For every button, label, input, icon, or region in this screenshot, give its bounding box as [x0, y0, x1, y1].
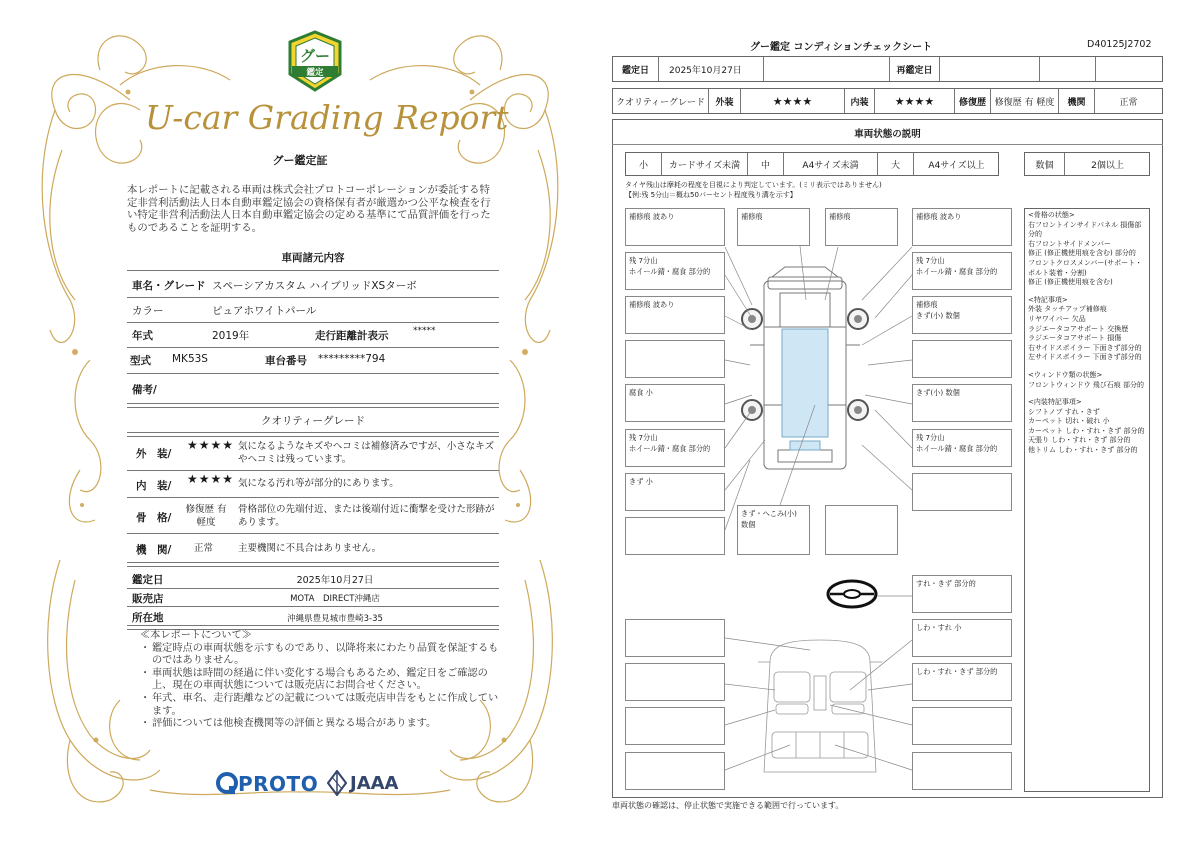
note-right-5: きず(小) 数個	[912, 384, 1012, 422]
about-item: 車両状態は時間の経過に伴い変化する場合もあるため、鑑定日をご確認の上、現在の車両状態については販売店にお問合せください。	[152, 667, 488, 692]
color-value: ピュアホワイトパール	[212, 305, 317, 317]
remarks-label: 備考/	[132, 384, 157, 396]
size-count: 数個	[1025, 153, 1065, 175]
sheet-id: D40125J2702	[1087, 39, 1152, 50]
side-note-line: ラジエータコアサポート 交換歴	[1028, 324, 1129, 333]
note-interior-3	[625, 707, 725, 745]
interior-diagram	[750, 632, 890, 782]
note-left-4	[625, 340, 725, 378]
proto-logo-text: PROTO	[238, 772, 319, 796]
note-front-right: 補修痕 波あり	[912, 208, 1012, 246]
appraisal-date-value: 2025年10月27日	[296, 575, 374, 586]
goo-kantei-logo	[284, 30, 346, 92]
side-note-line: リヤワイパー 欠品	[1028, 314, 1086, 323]
note-left-7: きず 小	[625, 473, 725, 511]
year-value: 2019年	[212, 330, 250, 342]
exterior-label: 外 装/	[136, 448, 172, 460]
interior-stars: ★★★★	[187, 472, 235, 486]
side-note-line: 修正 (修正機使用痕を含む)	[1028, 278, 1113, 287]
jaaa-logo-text: JAAA	[350, 773, 399, 794]
appraisal-date-value: 2025年10月27日	[659, 57, 764, 81]
note-rear-1: きず・へこみ(小) 数個	[737, 505, 810, 555]
side-note-line: <特記事項>	[1028, 295, 1068, 304]
side-note-line: 右フロントサイドメンバー	[1028, 239, 1111, 248]
dealer-value: MOTA DIRECT沖縄店	[290, 594, 380, 604]
mileage-value: *****	[413, 326, 436, 336]
size-small-desc: カードサイズ未満	[662, 153, 748, 175]
side-note-line: <ウィンドウ類の状態>	[1028, 370, 1103, 379]
note-tire-rr: 残 7分山 ホイール錆・腐食 部分的	[912, 429, 1012, 467]
engine-value: 正常	[1119, 97, 1138, 108]
side-note-line: シフトノブ すれ・きず	[1028, 407, 1100, 416]
appraisal-date-label: 鑑定日	[132, 574, 164, 586]
proto-logo-icon	[216, 772, 238, 796]
size-large: 大	[878, 153, 914, 175]
color-label: カラー	[132, 305, 164, 317]
svg-text:鑑定: 鑑定	[306, 68, 324, 78]
note-tire-fr: 残 7分山 ホイール錆・腐食 部分的	[912, 252, 1012, 290]
address-value: 沖縄県豊見城市豊崎3-35	[287, 614, 383, 624]
name-value: スペーシアカスタム ハイブリッドXSターボ	[212, 280, 417, 292]
note-left-8	[625, 517, 725, 555]
side-note-line: 右サイドスポイラー 下面きず部分的	[1028, 343, 1142, 352]
note-tire-fl: 残 7分山 ホイール錆・腐食 部分的	[625, 252, 725, 290]
address-label: 所在地	[132, 612, 164, 624]
tire-note-1: タイヤ残山は摩耗の程度を目視により判定しています。(ミリ表示ではありません)	[625, 181, 882, 189]
note-rear-2	[825, 505, 898, 555]
note-front-1: 補修痕	[737, 208, 810, 246]
note-interior-4	[912, 707, 1012, 745]
note-interior-6	[912, 752, 1012, 790]
side-note-line: 左サイドスポイラー 下面きず部分的	[1028, 353, 1142, 362]
chassis-label: 車台番号	[265, 355, 307, 367]
interior-desc: 気になる汚れ等が部分的にあります。	[238, 478, 399, 489]
note-interior-2	[625, 663, 725, 701]
quality-title: クオリティーグレード	[261, 415, 365, 427]
year-label: 年式	[132, 330, 153, 342]
engine-label: 機 関/	[136, 544, 172, 556]
side-note-line: フロントクロスメンバー(サポート・ボルト装着・分割)	[1028, 258, 1143, 277]
model-label: 型式	[130, 355, 151, 367]
appraisal-date-label: 鑑定日	[613, 57, 659, 81]
note-seat-2: しわ・すれ・きず 部分的	[912, 663, 1012, 701]
size-large-desc: A4サイズ以上	[928, 160, 985, 171]
side-note-line: <骨格の状態>	[1028, 211, 1075, 219]
exterior-stars: ★★★★	[187, 438, 235, 452]
tire-note-2: 【例:残 5分山＝概ね50パーセント程度残り溝を示す】	[625, 191, 797, 199]
int-label: 内装	[845, 89, 875, 113]
interior-label: 内 装/	[136, 480, 172, 492]
side-note-line: カーペット しわ・すれ・きず 部分的	[1028, 426, 1145, 435]
grade-label: クオリティーグレード	[613, 89, 709, 113]
frame-label: 骨 格/	[136, 512, 172, 524]
side-note-line: 修正 (修正機使用痕を含む) 部分的	[1028, 249, 1136, 258]
size-mid-desc: A4サイズ未満	[784, 153, 878, 175]
int-stars: ★★★★	[875, 89, 955, 113]
condition-check-sheet	[600, 0, 1200, 848]
note-tire-rl: 残 7分山 ホイール錆・腐食 部分的	[625, 429, 725, 467]
note-seat-1: しわ・すれ 小	[912, 619, 1012, 657]
note-interior-5	[625, 752, 725, 790]
note-front-left: 補修痕 波あり	[625, 208, 725, 246]
exterior-desc: 気になるようなキズやヘコミは補修済みですが、小さなキズやヘコミは残っています。	[238, 441, 495, 465]
note-left-5: 腐食 小	[625, 384, 725, 422]
dealer-label: 販売店	[132, 593, 164, 605]
about-item: 年式、車名、走行距離などの記載については販売店申告をもとに作成しています。	[152, 692, 499, 717]
side-note-line: 右フロントインサイドパネル 損傷部分的	[1028, 220, 1142, 239]
side-note-line: カーペット 切れ・破れ 小	[1028, 417, 1110, 426]
note-interior-1	[625, 619, 725, 657]
engine-desc: 主要機関に不具合はありません。	[238, 543, 382, 554]
jaaa-logo-icon	[327, 770, 347, 796]
side-note-line: 天張り しわ・すれ・きず 部分的	[1028, 436, 1131, 445]
sheet-title: グー鑑定 コンディションチェックシート	[750, 42, 933, 53]
state-title: 車両状態の説明	[854, 129, 921, 140]
certificate-body: 本レポートに記載される車両は株式会社プロトコーポレーションが委託する特定非営利活動法人日本自動車鑑定協会の資格保有者が厳選かつ公平な検査を行い特定非営利活動法人日本自動車鑑定協会の定める基準にて品質評価を行ったものであることを証明する。	[127, 184, 491, 234]
ext-label: 外装	[709, 89, 741, 113]
side-note-line: フロントウィンドウ 飛び石痕 部分的	[1028, 380, 1145, 389]
reappraisal-label: 再鑑定日	[890, 57, 940, 81]
side-note-line: <内装特記事項>	[1028, 398, 1082, 407]
repair-value: 修復歴 有 軽度	[991, 89, 1059, 113]
side-note-line: ラジエータコアサポート 損傷	[1028, 334, 1122, 343]
note-right-7	[912, 473, 1012, 511]
side-note-line: 外装 タッチアップ補修痕	[1028, 305, 1107, 314]
steering-wheel-icon	[826, 578, 878, 610]
note-front-2: 補修痕	[825, 208, 898, 246]
frame-grade: 修復歴 有 軽度	[185, 504, 227, 528]
about-report: ≪本レポートについて≫ ・ 鑑定時点の車両状態を示すものであり、以降将来にわたり品質を保証するものではありません。 ・ 車両状態は時間の経過に伴い変化する場合もあるため、鑑定日をご確認の上、現在の車両状態については販売店にお問合せください。 ・ 年式、車名、走行距離などの記載については販売店申告をもとに作成しています。 ・ 評価については他検査機関等の評価と異なる場合があります。	[140, 630, 499, 730]
about-title: ≪本レポートについて≫	[140, 630, 252, 641]
spec-title: 車両諸元内容	[281, 252, 345, 264]
note-right-3: 補修痕 きず(小) 数個	[912, 296, 1012, 334]
engine-grade: 正常	[194, 543, 214, 554]
about-item: 鑑定時点の車両状態を示すものであり、以降将来にわたり品質を保証するものではありません。	[152, 642, 499, 667]
about-item: 評価については他検査機関等の評価と異なる場合があります。	[152, 718, 437, 730]
svg-text:グー: グー	[299, 47, 331, 65]
size-small: 小	[626, 153, 662, 175]
certificate-title: グー鑑定証	[272, 154, 328, 167]
side-notes	[1024, 208, 1150, 792]
ext-stars: ★★★★	[741, 89, 845, 113]
size-count-desc: 2個以上	[1091, 160, 1124, 171]
mileage-label: 走行距離計表示	[315, 330, 389, 342]
note-left-3: 補修痕 波あり	[625, 296, 725, 334]
model-value: MK53S	[172, 353, 208, 365]
sheet-footer: 車両状態の確認は、停止状態で実施できる範囲で行っています。	[612, 801, 844, 810]
note-right-4	[912, 340, 1012, 378]
name-label: 車名・グレード	[132, 280, 206, 292]
side-note-line: 他トリム しわ・すれ・きず 部分的	[1028, 446, 1138, 455]
engine-label: 機関	[1059, 89, 1095, 113]
size-mid: 中	[748, 153, 784, 175]
frame-desc: 骨格部位の先端付近、または後端付近に衝撃を受けた形跡があります。	[238, 504, 495, 528]
repair-label: 修復歴	[955, 89, 991, 113]
note-steering: すれ・きず 部分的	[912, 575, 1012, 613]
chassis-value: *********794	[318, 353, 386, 365]
script-title: U-car Grading Report	[145, 98, 509, 137]
